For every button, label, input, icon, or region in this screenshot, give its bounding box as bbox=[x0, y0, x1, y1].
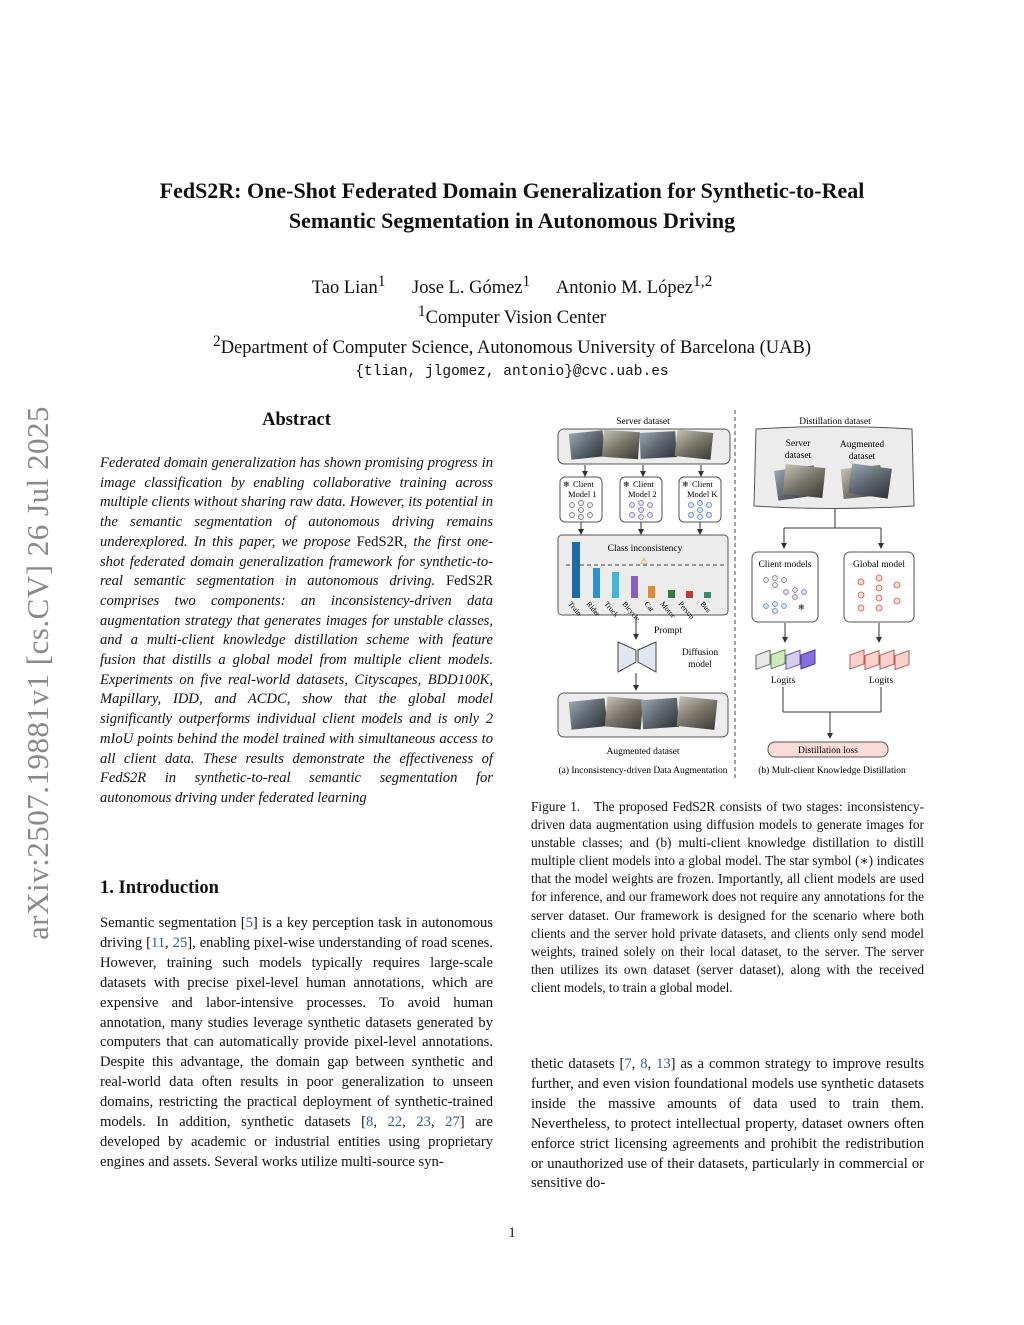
client-model-1 bbox=[560, 477, 602, 522]
citation-link[interactable]: 5 bbox=[245, 915, 253, 931]
affiliation: $^1$Computer Vision Center bbox=[417, 303, 607, 329]
arxiv-identifier: arXiv:2507.19881v1 [cs.CV] 26 Jul 2025 bbox=[20, 406, 55, 940]
svg-text:Rider: Rider bbox=[584, 599, 603, 619]
right-column-text: thetic datasets [7, 8, 13] as a common strategy to improve results further, and even vision foundational models use synthetic datasets inside the massive amounts of data used to train them. Nevertheless, to protect intellectual property, dataset owners often enforce strict licensing agreements and prohibit the redistribution or unauthorized use of their datasets, particularly in commercial or sensitive do- bbox=[531, 1056, 924, 1192]
paper-title bbox=[100, 176, 924, 236]
author-name: Tao Lian bbox=[311, 278, 378, 299]
global-logits bbox=[850, 650, 909, 670]
author-block bbox=[100, 270, 924, 384]
svg-text:dataset: dataset bbox=[848, 452, 876, 462]
label-client-logits: Logits bbox=[770, 676, 796, 686]
svg-text:Augmented: Augmented bbox=[839, 440, 885, 450]
figure-1-diagram bbox=[548, 410, 928, 780]
figure-1-caption: Figure 1. The proposed FedS2R consists of two stages: inconsistency-driven data augmentation using diffusion models to generate images for unstable classes; and (b) multi-client knowledge distillation to distill multiple client models into a global model. The star symbol (∗) indicates that the model weights are frozen. Importantly, all client models are used for inference, and our framework does not require any annotations for the server dataset. Our framework is designed for the scenario where both clients and the server hold private datasets, and clients only send model weights, trained solely on their local dataset, to the server. The server then utilizes its own dataset (server dataset), along with the received client models, to train a global model. bbox=[531, 799, 924, 995]
svg-text:dataset: dataset bbox=[784, 451, 812, 461]
svg-text:Client models: Client models bbox=[758, 560, 812, 570]
citation-link[interactable]: 27 bbox=[445, 1114, 460, 1131]
author-name: Jose L. Gómez bbox=[412, 278, 523, 299]
label-diffusion: Diffusion bbox=[681, 648, 719, 658]
abstract-text: Federated domain generalization has shown promising progress in image classification by enabling collaborative training across multiple clients without sharing raw data. However, its potential in the semantic segmentation of autonomous driving remains underexplored. In this paper, we propose FedS2R, the first one-shot federated domain generalization framework for synthetic-to-real semantic segmentation in autonomous driving. FedS2R comprises two components: an inconsistency-driven data augmentation strategy that generates images for unstable classes, and a multi-client knowledge distillation scheme with feature fusion that distills a global model from multiple client models. Experiments on five real-world datasets, Cityscapes, BDD100K, Mapillary, IDD, and ACDC, show that the global model significantly outperforms individual client models and is only 2 mIoU points behind the model trained with simultaneous access to all client data. These results demonstrate the effectiveness of FedS2R in synthetic-to-real semantic segmentation for autonomous driving under federated learning bbox=[100, 455, 493, 806]
citation-link[interactable]: 8 bbox=[366, 1114, 374, 1131]
section-heading-introduction: 1. Introduction bbox=[100, 878, 219, 898]
label-prompt: Prompt bbox=[654, 626, 682, 636]
client-logits bbox=[756, 650, 815, 670]
svg-text:Client: Client bbox=[692, 479, 713, 489]
client-models-box bbox=[752, 552, 818, 622]
citation-link[interactable]: 8 bbox=[640, 1056, 648, 1072]
citation-link[interactable]: 25 bbox=[172, 934, 188, 951]
diffusion-model-icon bbox=[618, 642, 656, 672]
title-line-2: Semantic Segmentation in Autonomous Driving bbox=[288, 208, 736, 233]
svg-text:Model K: Model K bbox=[687, 489, 718, 499]
abstract-heading: Abstract bbox=[262, 410, 331, 430]
svg-text:Client: Client bbox=[573, 479, 594, 489]
snowflake-icon: ❄ bbox=[623, 480, 630, 489]
citation-link[interactable]: 7 bbox=[624, 1056, 632, 1072]
svg-text:Distillation loss: Distillation loss bbox=[798, 746, 858, 756]
label-augmented-dataset: Augmented dataset bbox=[606, 747, 680, 757]
client-model-2 bbox=[620, 477, 662, 522]
svg-text:Motor: Motor bbox=[658, 599, 678, 620]
page-number: 1 bbox=[508, 1225, 516, 1241]
svg-text:Server: Server bbox=[785, 439, 811, 449]
svg-text:Person: Person bbox=[676, 599, 697, 621]
citation-link[interactable]: 23 bbox=[416, 1114, 431, 1131]
svg-text:Class inconsistency: Class inconsistency bbox=[607, 544, 683, 554]
author-affiliation-mark: 1 bbox=[377, 273, 386, 290]
author-email[interactable]: {tlian, jlgomez, antonio}@cvc.uab.es bbox=[355, 364, 669, 381]
svg-text:Bicycle: Bicycle bbox=[620, 599, 643, 623]
author-name: Antonio M. López bbox=[555, 278, 694, 299]
svg-text:model: model bbox=[688, 660, 712, 670]
svg-text:Global model: Global model bbox=[853, 560, 905, 570]
snowflake-icon: ❄ bbox=[798, 603, 805, 612]
author-list bbox=[100, 270, 924, 300]
subfigure-b-caption: (b) Mult-client Knowledge Distillation bbox=[758, 766, 906, 776]
svg-text:Client: Client bbox=[633, 479, 654, 489]
svg-text:Model 1: Model 1 bbox=[568, 489, 597, 499]
citation-link[interactable]: 13 bbox=[656, 1056, 671, 1072]
svg-text:Model 2: Model 2 bbox=[628, 489, 657, 499]
client-model-k bbox=[679, 477, 721, 522]
label-distillation-dataset: Distillation dataset bbox=[799, 417, 871, 427]
affiliation: $^2$Department of Computer Science, Autonomous University of Barcelona (UAB) bbox=[212, 333, 812, 359]
svg-text:Train: Train bbox=[566, 599, 584, 618]
warning-icon: ⚠ bbox=[640, 556, 649, 566]
subfigure-a-caption: (a) Inconsistency-driven Data Augmentation bbox=[558, 766, 728, 776]
svg-text:Truck: Truck bbox=[602, 599, 621, 619]
label-server-dataset: Server dataset bbox=[616, 417, 670, 427]
class-inconsistency-chart bbox=[558, 535, 728, 623]
title-line-1: FedS2R: One-Shot Federated Domain Generalization for Synthetic-to-Real bbox=[159, 178, 865, 203]
author-affiliation-mark: 1 bbox=[522, 273, 531, 290]
global-model-box bbox=[844, 552, 914, 622]
snowflake-icon: ❄ bbox=[563, 480, 570, 489]
citation-link[interactable]: 11 bbox=[150, 934, 166, 951]
citation-link[interactable]: 22 bbox=[387, 1114, 403, 1131]
author-affiliation-mark: 1,2 bbox=[693, 273, 713, 290]
introduction-text: Semantic segmentation [5] is a key perception task in autonomous driving [11, 25], enabling pixel-wise understanding of road scenes. However, training such models typically requires large-scale datasets with precise pixel-level human annotations, which are expensive and labor-intensive processes. To avoid human annotation, many studies leverage synthetic datasets generated by computers that can automatically provide pixel-level annotations. Despite this advantage, the domain gap between synthetic and real-world data often results in poor generalization to unseen domains, restricting the practical deployment of synthetic-trained models. In addition, synthetic datasets [8, 22, 23, 27] are developed by academic or industrial entities using proprietary engines and assets. Several works utilize multi-source syn- bbox=[100, 915, 494, 1170]
svg-text:Car: Car bbox=[642, 599, 657, 614]
snowflake-icon: ❄ bbox=[682, 480, 689, 489]
label-global-logits: Logits bbox=[868, 676, 894, 686]
svg-text:Bus: Bus bbox=[698, 599, 713, 615]
